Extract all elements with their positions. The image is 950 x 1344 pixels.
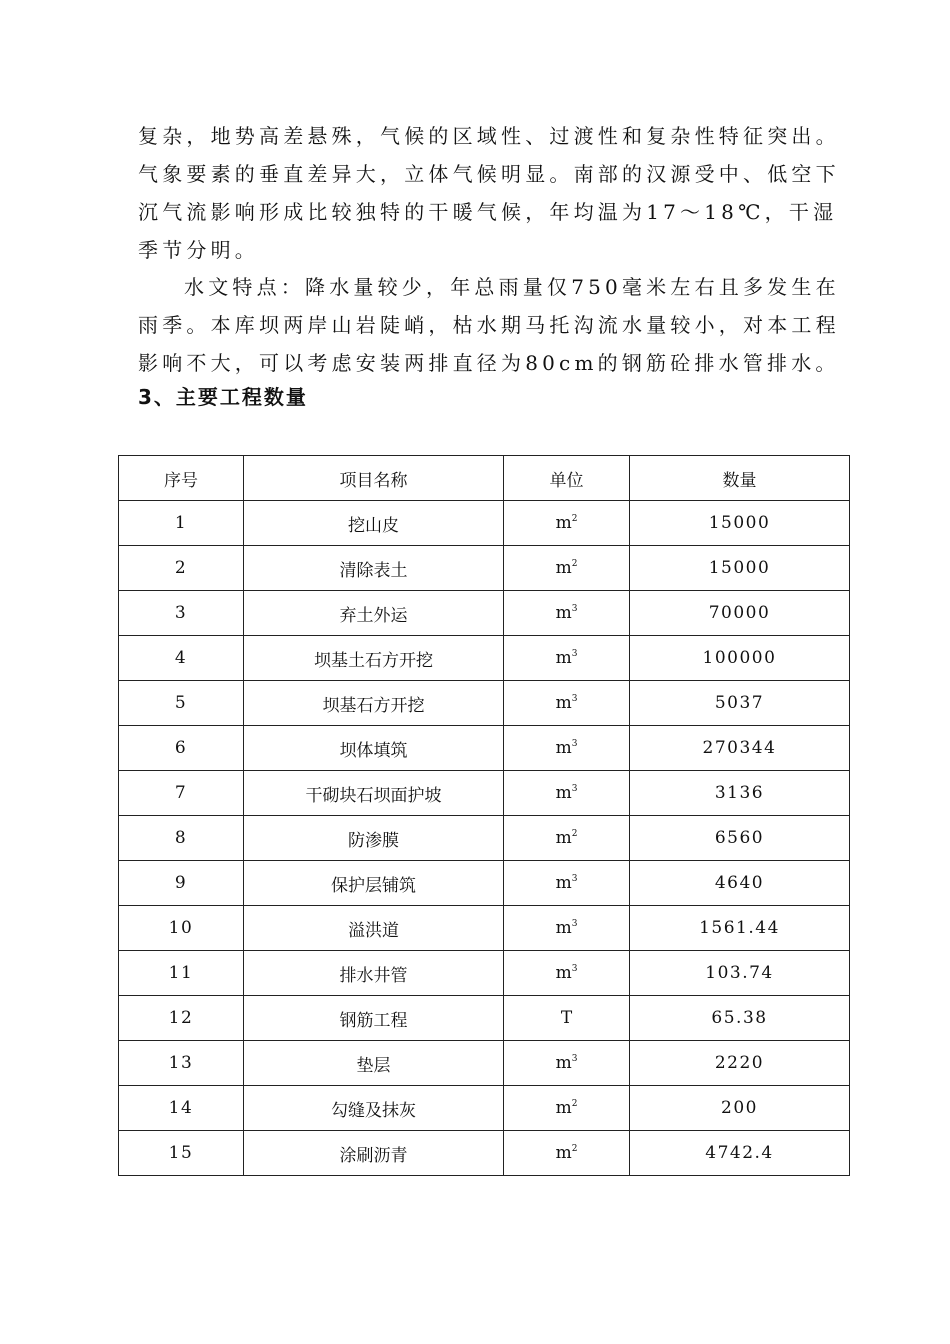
- item-name: 钢筋工程: [244, 996, 504, 1041]
- unit-exponent: 2: [571, 559, 578, 569]
- row-number: 10: [119, 906, 244, 951]
- item-name: 溢洪道: [244, 906, 504, 951]
- unit: [504, 681, 630, 726]
- row-number: 6: [119, 726, 244, 771]
- item-name: 坝体填筑: [244, 726, 504, 771]
- table-row: [119, 546, 850, 591]
- row-number: 7: [119, 771, 244, 816]
- table-row: [119, 726, 850, 771]
- unit-base: m: [555, 558, 572, 578]
- quantity: 270344: [630, 726, 850, 771]
- row-number: 12: [119, 996, 244, 1041]
- item-name: 涂刷沥青: [244, 1131, 504, 1176]
- unit: [504, 1086, 630, 1131]
- table-row: [119, 501, 850, 546]
- row-number: 15: [119, 1131, 244, 1176]
- row-number: 9: [119, 861, 244, 906]
- unit-base: m: [555, 783, 572, 803]
- unit-base: m: [555, 963, 572, 983]
- header-unit: 单位: [504, 456, 630, 501]
- unit-base: m: [555, 873, 572, 893]
- quantity: 103.74: [630, 951, 850, 996]
- row-number: 4: [119, 636, 244, 681]
- unit-exponent: 2: [571, 1144, 578, 1154]
- climate-paragraph: 复杂，地势高差悬殊，气候的区域性、过渡性和复杂性特征突出。气象要素的垂直差异大，立体气候明显。南部的汉源受中、低空下沉气流影响形成比较独特的干暖气候，年均温为17～18℃，干湿季节分明。: [138, 124, 840, 262]
- quantity: 5037: [630, 681, 850, 726]
- row-number: 8: [119, 816, 244, 861]
- quantity: 100000: [630, 636, 850, 681]
- section-heading: 3、主要工程数量: [138, 385, 308, 409]
- quantity: 1561.44: [630, 906, 850, 951]
- row-number: 13: [119, 1041, 244, 1086]
- unit: [504, 591, 630, 636]
- unit: [504, 771, 630, 816]
- table-row: [119, 816, 850, 861]
- unit-base: m: [555, 603, 572, 623]
- unit: [504, 636, 630, 681]
- quantity: 4640: [630, 861, 850, 906]
- unit-base: m: [555, 828, 572, 848]
- quantity: 15000: [630, 501, 850, 546]
- unit-base: m: [555, 693, 572, 713]
- unit: [504, 501, 630, 546]
- unit-base: m: [555, 513, 572, 533]
- table-row: [119, 1086, 850, 1131]
- item-name: 保护层铺筑: [244, 861, 504, 906]
- unit: [504, 1041, 630, 1086]
- unit-exponent: 3: [571, 694, 578, 704]
- table-row: [119, 951, 850, 996]
- item-name: 防渗膜: [244, 816, 504, 861]
- table-row: [119, 591, 850, 636]
- unit-base: m: [555, 648, 572, 668]
- row-number: 5: [119, 681, 244, 726]
- header-quantity: 数量: [630, 456, 850, 501]
- item-name: 坝基石方开挖: [244, 681, 504, 726]
- unit-exponent: 3: [571, 784, 578, 794]
- item-name: 挖山皮: [244, 501, 504, 546]
- item-name: 清除表土: [244, 546, 504, 591]
- row-number: 3: [119, 591, 244, 636]
- quantity: 3136: [630, 771, 850, 816]
- item-name: 坝基土石方开挖: [244, 636, 504, 681]
- row-number: 14: [119, 1086, 244, 1131]
- item-name: 垫层: [244, 1041, 504, 1086]
- table-row: [119, 1041, 850, 1086]
- unit-exponent: 3: [571, 1054, 578, 1064]
- row-number: 1: [119, 501, 244, 546]
- quantity: 2220: [630, 1041, 850, 1086]
- quantity: 200: [630, 1086, 850, 1131]
- table-row: [119, 771, 850, 816]
- unit-exponent: 3: [571, 739, 578, 749]
- unit-exponent: 3: [571, 964, 578, 974]
- unit: [504, 951, 630, 996]
- unit: [504, 996, 630, 1041]
- row-number: 2: [119, 546, 244, 591]
- table-row: [119, 996, 850, 1041]
- row-number: 11: [119, 951, 244, 996]
- table-row: [119, 861, 850, 906]
- item-name: 勾缝及抹灰: [244, 1086, 504, 1131]
- unit-exponent: 3: [571, 874, 578, 884]
- table-row: [119, 681, 850, 726]
- item-name: 干砌块石坝面护坡: [244, 771, 504, 816]
- unit-exponent: 3: [571, 649, 578, 659]
- table-row: [119, 906, 850, 951]
- unit-base: m: [555, 738, 572, 758]
- hydrology-text: 水文特点：降水量较少，年总雨量仅750毫米左右且多发生在雨季。本库坝两岸山岩陡峭，枯水期马托沟流水量较小，对本工程影响不大，可以考虑安装两排直径为80cm的钢筋砼排水管排水。: [138, 275, 840, 375]
- unit: [504, 1131, 630, 1176]
- unit-exponent: 3: [571, 919, 578, 929]
- item-name: 弃土外运: [244, 591, 504, 636]
- header-no: 序号: [119, 456, 244, 501]
- header-item-name: 项目名称: [244, 456, 504, 501]
- unit: [504, 726, 630, 771]
- table-row: [119, 636, 850, 681]
- unit-exponent: 2: [571, 829, 578, 839]
- unit: [504, 816, 630, 861]
- quantity: 6560: [630, 816, 850, 861]
- unit-base: m: [555, 918, 572, 938]
- unit-base: T: [560, 1008, 573, 1028]
- quantities-table: [118, 455, 850, 1176]
- unit: [504, 546, 630, 591]
- unit-exponent: 3: [571, 604, 578, 614]
- quantity: 4742.4: [630, 1131, 850, 1176]
- unit: [504, 906, 630, 951]
- item-name: 排水井管: [244, 951, 504, 996]
- table-row: [119, 1131, 850, 1176]
- quantity: 65.38: [630, 996, 850, 1041]
- unit-exponent: 2: [571, 1099, 578, 1109]
- unit-base: m: [555, 1053, 572, 1073]
- unit: [504, 861, 630, 906]
- quantity: 15000: [630, 546, 850, 591]
- unit-base: m: [555, 1098, 572, 1118]
- quantity: 70000: [630, 591, 850, 636]
- unit-exponent: 2: [571, 514, 578, 524]
- unit-base: m: [555, 1143, 572, 1163]
- table-header-row: [119, 456, 850, 501]
- hydrology-paragraph: [138, 268, 860, 382]
